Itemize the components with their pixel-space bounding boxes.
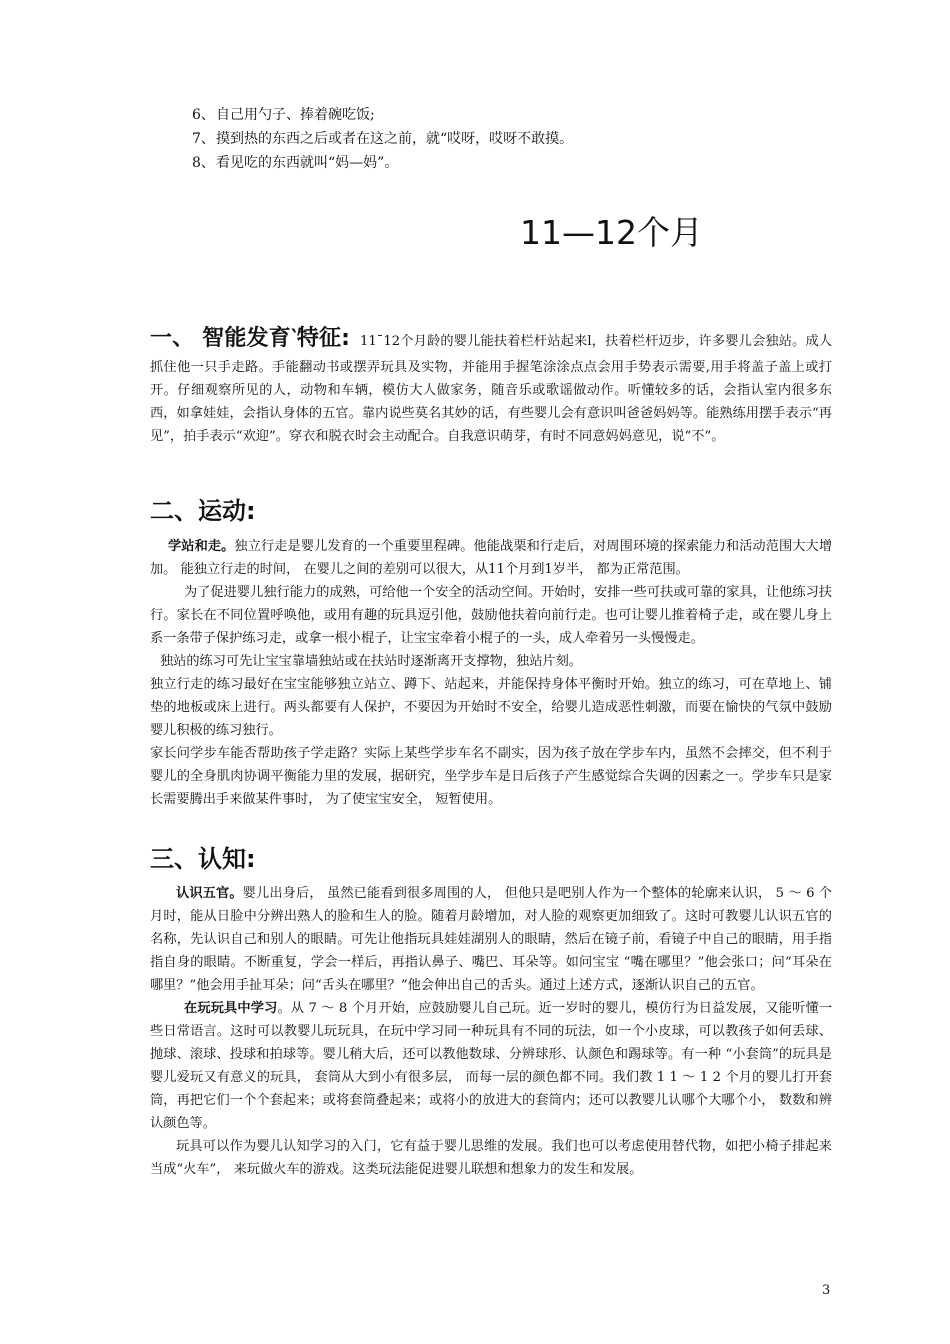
section-cognition xyxy=(150,882,832,1181)
cognition-lead-1: 认识五官。 xyxy=(176,886,243,901)
list-item-text: 自己用勺子、捧着碗吃饭; xyxy=(216,107,375,123)
motor-paragraph-4: 独立行走的练习最好在宝宝能够独立站立、蹲下、站起来，并能保持身体平衡时开始。独立的练习，可在草地上、铺垫的地板或床上进行。两头都要有人保护，不要因为开始时不安全，给婴儿造成恶性刺激，而要在愉快的气氛中鼓励婴儿积极的练习独行。 xyxy=(150,677,832,738)
list-item-number: 8、 xyxy=(192,155,215,171)
list-item-number: 7、 xyxy=(192,131,215,147)
list-item-text: 看见吃的东西就叫“妈—妈”。 xyxy=(216,155,399,171)
section-motor xyxy=(150,535,832,811)
section-heading-intelligence: 一、 智能发育‵特征: xyxy=(150,326,350,351)
list-item-number: 6、 xyxy=(192,107,215,123)
motor-paragraph-1: 独立行走是婴儿发育的一个重要里程碑。他能战栗和行走后，对周围环境的探索能力和活动范围大大增加。 能独立行走的时间， 在婴儿之间的差别可以很大，从11个月到1岁半， 都为正常范围。 xyxy=(150,539,833,577)
cognition-paragraph-1: 婴儿出身后， 虽然已能看到很多周围的人， 但他只是吧别人作为一个整体的轮廓来认识， 5 ～ 6 个月时，能从日脸中分辨出熟人的脸和生人的脸。随着月龄增加，对人脸的观察更加细致了。这时可教婴儿认识五官的名称，先认识自己和别人的眼睛。可先让他指玩具娃娃湖别人的眼睛，然后在镜子前，看镜子中自己的眼睛，用手指指自身的眼睛。不断重复，学会一样后，再指认鼻子、嘴巴、耳朵等。如问宝宝 “嘴在哪里？”他会张口；问“耳朵在哪里？”他会用手扯耳朵；问“舌头在哪里？”他会伸出自己的舌头。通过上述方式，逐渐认识自己的五官。 xyxy=(150,886,832,993)
motor-lead: 学站和走。 xyxy=(168,539,235,554)
page-number: 3 xyxy=(822,1283,831,1298)
motor-paragraph-5: 家长问学步车能否帮助孩子学走路？实际上某些学步车名不副实，因为孩子放在学步车内，虽然不会摔交，但不利于婴儿的全身肌肉协调平衡能力里的发展，据研究，坐学步车是日后孩子产生感觉综合失调的因素之一。学步车只是家长需要腾出手来做某件事时， 为了使宝宝安全， 短暂使用。 xyxy=(150,746,832,807)
cognition-paragraph-3: 玩具可以作为婴儿认知学习的入门，它有益于婴儿思维的发展。我们也可以考虑使用替代物，如把小椅子排起来当成“火车”， 来玩做火车的游戏。这类玩法能促进婴儿联想和想象力的发生和发展。 xyxy=(150,1139,832,1177)
cognition-lead-2: 在玩玩具中学习 xyxy=(184,1001,278,1016)
list-item-text: 摸到热的东西之后或者在这之前，就“哎呀，哎呀不敢摸。 xyxy=(216,131,574,147)
numbered-list xyxy=(192,103,573,175)
section-intelligence-text: 11¯12个月龄的婴儿能扶着栏杆站起来l，扶着栏杆迈步，许多婴儿会独站。成人抓住他一只手走路。手能翻动书或摆弄玩具及实物，并能用手握笔涂涂点点会用手势表示需要,用手将盖子盖上或打开。仔细观察所见的人，动物和车辆，模仿大人做家务，随音乐或歌谣做动作。听懂较多的话，会指认室内很多东西，如拿娃娃，会指认身体的五官。靠内说些莫名其妙的话，有些婴儿会有意识叫爸爸妈妈等。能熟练用摆手表示“再见”，拍手表示“欢迎”。穿衣和脱衣时会主动配合。自我意识萌芽，有时不同意妈妈意见，说“不”。 xyxy=(150,334,833,444)
section-heading-cognition: 三、认知: xyxy=(150,845,256,873)
section-heading-motor: 二、运动: xyxy=(150,497,256,525)
section-intelligence xyxy=(150,322,832,448)
list-item xyxy=(192,151,573,175)
list-item xyxy=(192,127,573,151)
page-title: 11—12个月 xyxy=(520,213,703,252)
cognition-paragraph-2: 。从 7 ～ 8 个月开始，应鼓励婴儿自己玩。近一岁时的婴儿，模仿行为日益发展，又能听懂一些日常语言。这时可以教婴儿玩玩具，在玩中学习同一种玩具有不同的玩法，如一个小皮球，可以教孩子如何丢球、抛球、滚球、投球和拍球等。婴儿稍大后，还可以教他数球、分辨球形、认颜色和踢球等。有一种 “小套筒”的玩具是婴儿爱玩又有意义的玩具， 套筒从大到小有很多层， 而每一层的颜色都不同。我们教 1 1 ～ 1 2 个月的婴儿打开套筒，再把它们一个个套起来；或将套筒叠起来；或将小的放进大的套筒内；还可以教婴儿认哪个大哪个小， 数数和辨认颜色等。 xyxy=(150,1001,833,1131)
list-item xyxy=(192,103,573,127)
motor-paragraph-3: 独站的练习可先让宝宝靠墙独站或在扶站时逐渐离开支撑物，独站片刻。 xyxy=(160,654,582,669)
motor-paragraph-2: 为了促进婴儿独行能力的成熟，可给他一个安全的活动空间。开始时，安排一些可扶或可靠的家具，让他练习扶行。家长在不同位置呼唤他，或用有趣的玩具逗引他，鼓励他扶着向前行走。也可让婴儿推着椅子走，或在婴儿身上系一条带子保护练习走，或拿一根小棍子，让宝宝牵着小棍子的一头，成人牵着另一头慢慢走。 xyxy=(150,585,832,646)
